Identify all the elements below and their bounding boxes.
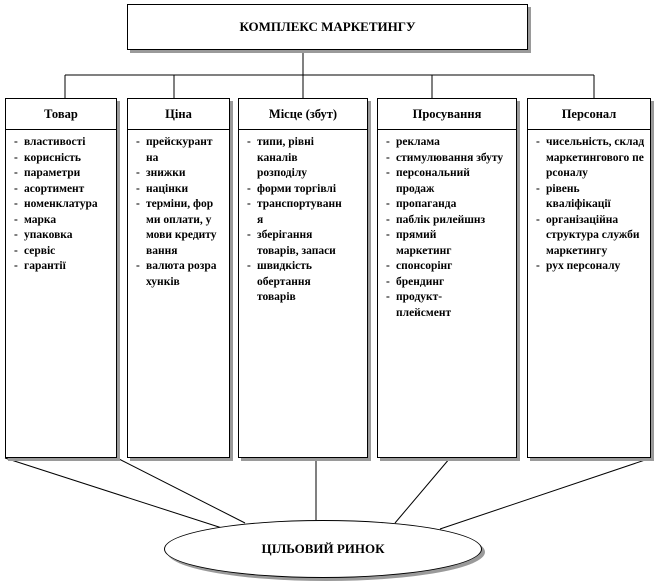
list-item: - чисельність, склад маркетингового персоналу	[536, 135, 646, 182]
list-item: - персональний продаж	[386, 166, 506, 197]
list-item: - упаковка	[14, 228, 112, 244]
column-prosuvannia-title: Просування	[378, 99, 516, 130]
list-item: - типи, рівні каналів розподілу	[247, 135, 347, 182]
list-item: - зберігання товарів, запаси	[247, 228, 347, 259]
list-item: - знижки	[136, 166, 217, 182]
list-item: - стимулювання збуту	[386, 151, 506, 167]
list-item: - марка	[14, 213, 112, 229]
list-item: - рівень кваліфікації	[536, 182, 646, 213]
list-item: - сервіс	[14, 244, 112, 260]
column-prosuvannia	[377, 98, 517, 458]
column-tsina-title: Ціна	[128, 99, 229, 130]
column-mistse-list	[239, 135, 367, 306]
column-tovar	[5, 98, 117, 458]
list-item: - реклама	[386, 135, 506, 151]
column-tsina	[127, 98, 230, 458]
list-item: - організаційна структура служби маркетингу	[536, 213, 646, 260]
list-item: - терміни, форми оплати, умови кредитування	[136, 197, 217, 259]
list-item: - спонсорінг	[386, 259, 506, 275]
marketing-complex-box	[127, 4, 528, 50]
column-personal	[527, 98, 651, 458]
column-mistse	[238, 98, 368, 458]
list-item: - націнки	[136, 182, 217, 198]
list-item: - параметри	[14, 166, 112, 182]
list-item: - валюта розрахунків	[136, 259, 217, 290]
marketing-complex-title: КОМПЛЕКС МАРКЕТИНГУ	[239, 19, 416, 34]
list-item: - прямий маркетинг	[386, 228, 486, 259]
connector-to-target-1	[5, 458, 222, 528]
list-item: - швидкість обертання товарів	[247, 259, 347, 306]
column-prosuvannia-list	[378, 135, 516, 321]
list-item: - гарантії	[14, 259, 112, 275]
column-personal-title: Персонал	[528, 99, 650, 130]
list-item: - властивості	[14, 135, 112, 151]
connector-to-target-2	[117, 458, 245, 523]
column-tovar-title: Товар	[6, 99, 116, 130]
target-market-ellipse	[164, 520, 482, 578]
list-item: - транспортування	[247, 197, 347, 228]
connector-to-target-4	[395, 458, 450, 523]
column-mistse-title: Місце (збут)	[239, 99, 367, 130]
list-item: - форми торгівлі	[247, 182, 347, 198]
list-item: - рух персоналу	[536, 259, 646, 275]
connector-to-target-5	[440, 458, 651, 529]
list-item: - брендинг	[386, 275, 506, 291]
column-tovar-list	[6, 135, 116, 275]
list-item: - прейскурантна	[136, 135, 217, 166]
column-personal-list	[528, 135, 650, 275]
list-item: - продукт-плейсмент	[386, 290, 486, 321]
list-item: - номенклатура	[14, 197, 104, 213]
list-item: - корисність	[14, 151, 112, 167]
column-tsina-list	[128, 135, 229, 290]
list-item: - пропаганда	[386, 197, 506, 213]
list-item: - паблік рилейшнз	[386, 213, 486, 229]
target-market-title: ЦІЛЬОВИЙ РИНОК	[261, 541, 385, 556]
list-item: - асортимент	[14, 182, 112, 198]
